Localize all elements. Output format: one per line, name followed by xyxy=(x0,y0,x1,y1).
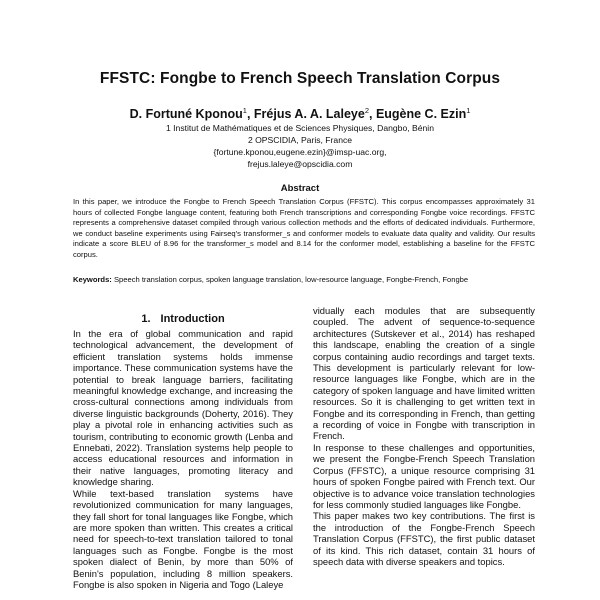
affiliation-line: 2 OPSCIDIA, Paris, France xyxy=(247,135,353,145)
author-name: D. Fortuné Kponou xyxy=(129,107,243,122)
author-email: {fortune.kponou,eugene.ezin}@imsp-uac.org, xyxy=(213,147,387,157)
paragraph: vidually each modules that are subsequently coupled. The advent of sequence-to-sequence architectures (Sutskever et al., 2014) has reshaped this landscape, enabling the creation of a single corpus containing audio recordings and target texts. This development is particularly relevant for low-resource languages like Fongbe, which are in the category of spoken language and have limited written resources. So it is challenging to get written text in Fongbe and its corresponding in French, than getting a recording of voice in Fongbe with transcription in French. xyxy=(313,305,535,442)
right-column xyxy=(313,305,535,567)
keywords xyxy=(73,275,535,286)
abstract-heading: Abstract xyxy=(280,183,320,194)
section-heading xyxy=(73,313,293,325)
author-name: Eugène C. Ezin xyxy=(375,107,467,122)
author-email: frejus.laleye@opscidia.com xyxy=(247,159,353,169)
paragraph: In the era of global communication and rapid technological advancement, the development of efficient translation systems holds immense importance. These communication systems have the potential to break language barriers, facilitating meaningful knowledge exchange, and increasing the cross-cultural connections among individuals from diverse linguistic backgrounds (Doherty, 2016). They play a pivotal role in enhancing activities such as tourism, contributing to economic growth (Lenba and Ennebati, 2022). Translation systems help people to access educational resources and information in their native languages, promoting literacy and knowledge sharing. xyxy=(73,328,293,488)
section-number: 1. xyxy=(141,313,151,325)
keywords-list: Speech translation corpus, spoken language translation, low-resource language, Fongbe-French, Fongbe xyxy=(113,275,469,284)
author-name: Fréjus A. A. Laleye xyxy=(253,107,365,122)
author-list: D. Fortuné Kponou$^1$, Fréjus A. A. Laleye$^2$, Eugène C. Ezin$^1$ xyxy=(129,106,471,122)
keywords-label: Keywords: xyxy=(73,275,112,284)
paragraph: This paper makes two key contributions. The first is the introduction of the Fongbe-French Speech Translation Corpus (FFSTC), the first public dataset of its kind. This rich dataset, contain 31 hours of speech data with diverse speakers and topics. xyxy=(313,510,535,567)
author-affil-mark: 1 xyxy=(242,106,247,115)
author-affil-mark: 2 xyxy=(364,106,369,115)
paragraph: While text-based translation systems have revolutionized communication for many languages, they fall short for tonal languages like Fongbe, which are more spoken than written. This creates a critical need for speech-to-text translation tailored to tonal languages such as Fongbe. Fongbe is the most spoken dialect of Benin, by more than 50% of Benin's population, including 8 million speakers. Fongbe is also spoken in Nigeria and Togo (Laleye xyxy=(73,487,293,590)
section-title: Introduction xyxy=(160,313,225,325)
affiliation-line: 1 Institut de Mathématiques et de Sciences Physiques, Dangbo, Bénin xyxy=(165,123,434,133)
paper-title: FFSTC: Fongbe to French Speech Translation Corpus xyxy=(99,70,501,87)
author-affil-mark: 1 xyxy=(466,106,471,115)
left-column xyxy=(73,328,293,590)
paragraph: In response to these challenges and opportunities, we present the Fongbe-French Speech Translation Corpus (FFSTC), a unique resource comprising 31 hours of spoken Fongbe paired with French text. Our objective is to advance voice translation technologies for less commonly studied languages like Fongbe. xyxy=(313,441,535,510)
abstract-text: In this paper, we introduce the Fongbe to French Speech Translation Corpus (FFSTC). This corpus encompasses approximately 31 hours of collected Fongbe language content, featuring both French transcriptions and corresponding Fongbe voice recordings. FFSTC represents a comprehensive dataset compiled through various collection methods and the efforts of dedicated individuals. Furthermore, we conduct baseline experiments using Fairseq's transformer_s and conformer models to evaluate data quality and validity. Our results indicate a score BLEU of 8.96 for the transformer_s model and 8.14 for the conformer model, establishing a baseline for the FFSTC corpus. xyxy=(73,197,535,259)
